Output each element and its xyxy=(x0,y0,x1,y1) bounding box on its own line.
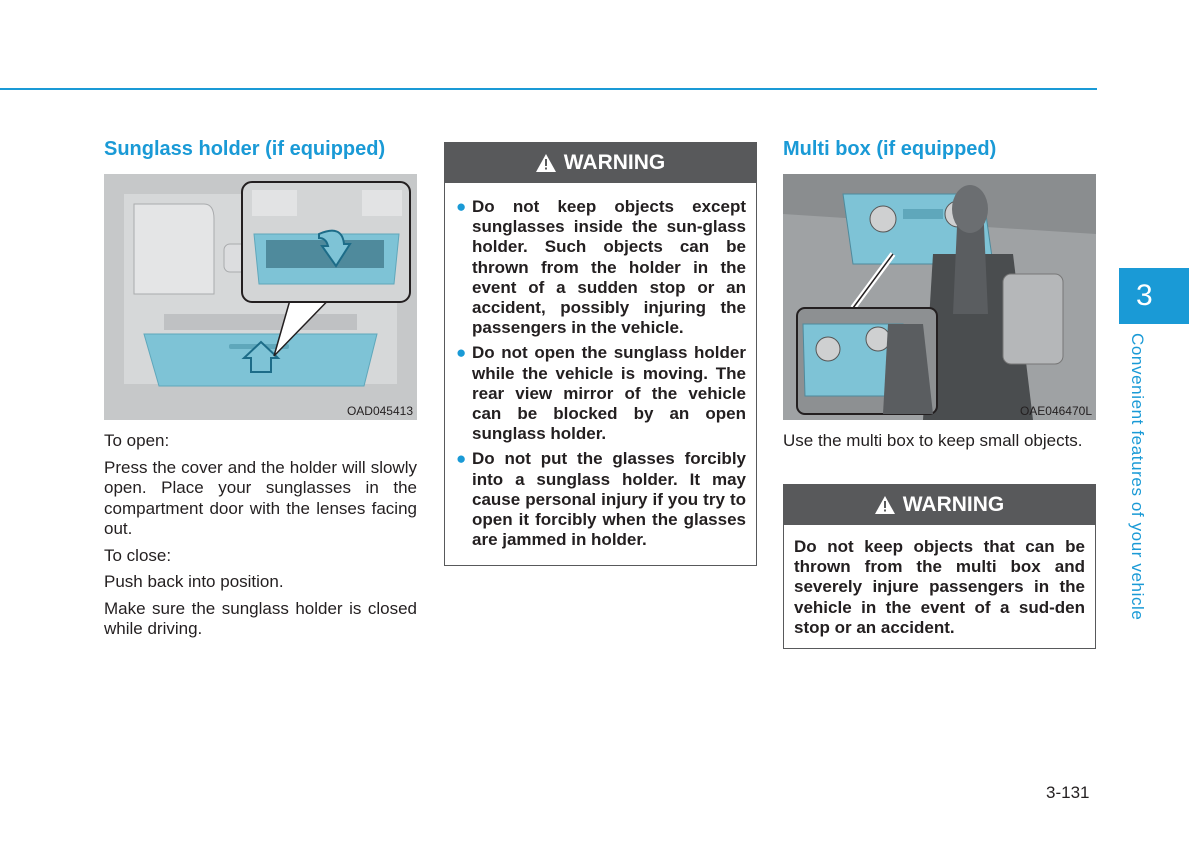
paragraph: Make sure the sunglass holder is closed while driving. xyxy=(104,598,417,638)
figure-code: OAE046470L xyxy=(1019,404,1092,418)
warning-header xyxy=(784,485,1095,525)
warning-box-multi-box xyxy=(783,484,1096,649)
multi-box-description xyxy=(783,431,1096,458)
paragraph: Push back into position. xyxy=(104,572,284,591)
bullet-icon: ● xyxy=(456,449,467,469)
figure-code: OAD045413 xyxy=(346,404,413,418)
section-title-sunglass-holder: Sunglass holder (if equipped) xyxy=(104,138,386,160)
warning-item-text: Do not open the sunglass holder while the vehicle is moving. The rear view mirror of the vehicle can be blocked by an open sunglass holder. xyxy=(472,343,746,444)
bullet-icon: ● xyxy=(456,343,467,363)
chapter-tab: 3 xyxy=(1119,268,1189,324)
bullet-icon: ● xyxy=(456,197,467,216)
paragraph: Use the multi box to keep small objects. xyxy=(783,431,1083,450)
header-rule xyxy=(0,88,1097,90)
warning-triangle-icon xyxy=(536,146,556,186)
warning-item-text: Do not put the glasses forcibly into a sunglass holder. It may cause personal injury if you try to open it forcibly when the glasses are jammed in holder. xyxy=(472,449,746,550)
warning-box-sunglass xyxy=(444,142,757,566)
warning-body xyxy=(784,525,1095,648)
multi-box-drawing xyxy=(783,174,1096,420)
warning-item-text: Do not keep objects except sunglasses inside the sun-glass holder. Such objects can be thrown from the holder in the event of a sudden stop or an accident, possibly injuring the passengers in the vehicle. xyxy=(472,197,746,338)
warning-title: WARNING xyxy=(902,493,1005,516)
section-title-multi-box: Multi box (if equipped) xyxy=(783,138,997,160)
sunglass-holder-instructions xyxy=(104,431,417,646)
list-item xyxy=(455,449,746,550)
sunglass-holder-illustration xyxy=(104,174,417,420)
chapter-title: Convenient features of your vehicle xyxy=(1128,333,1147,621)
paragraph: To close: xyxy=(104,545,172,565)
warning-title: WARNING xyxy=(563,151,666,174)
list-item xyxy=(455,343,746,444)
warning-triangle-icon xyxy=(875,488,895,528)
warning-list xyxy=(455,197,746,550)
page-number: 3-131 xyxy=(1046,783,1090,802)
multi-box-illustration xyxy=(783,174,1096,420)
warning-text: Do not keep objects that can be thrown from the multi box and severely injure passengers in the vehicle in the event of a sud-den stop or an accident. xyxy=(794,537,1085,637)
warning-header xyxy=(445,143,756,183)
list-item xyxy=(455,197,746,338)
paragraph: Press the cover and the holder will slowly open. Place your sunglasses in the compartment door with the lenses facing out. xyxy=(104,457,417,538)
sunglass-holder-drawing xyxy=(104,174,417,420)
warning-body xyxy=(445,183,756,565)
paragraph: To open: xyxy=(104,431,170,450)
